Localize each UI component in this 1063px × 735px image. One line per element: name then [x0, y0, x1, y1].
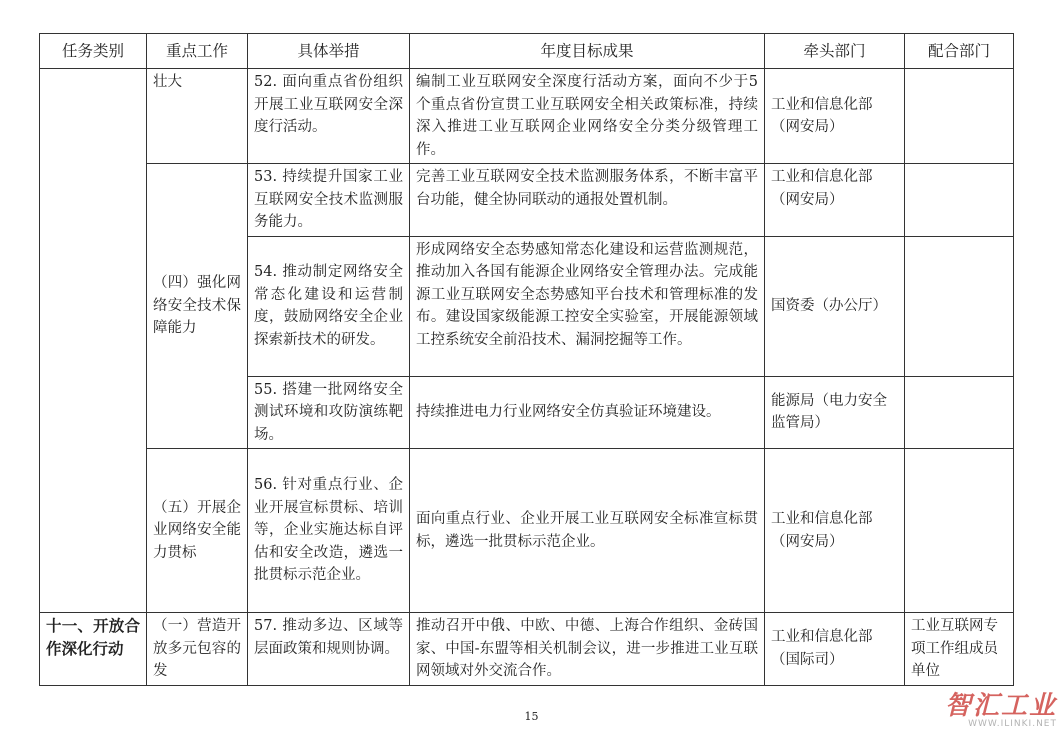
assist-dept-cell: [905, 236, 1014, 376]
watermark-brand: 智汇工业: [944, 691, 1057, 721]
assist-dept-cell: [905, 164, 1014, 237]
table-header-row: [40, 34, 1014, 69]
header-assist-dept: 配合部门: [905, 34, 1014, 69]
table-row: [40, 69, 1014, 164]
measure-cell: 54. 推动制定网络安全常态化建设和运营制度，鼓励网络安全企业探索新技术的研发。: [248, 236, 410, 376]
watermark: [945, 693, 1057, 729]
measure-cell: 57. 推动多边、区域等层面政策和规则协调。: [248, 613, 410, 686]
target-cell: 持续推进电力行业网络安全仿真验证环境建设。: [410, 376, 765, 449]
table-row: [40, 613, 1014, 686]
header-category: 任务类别: [40, 34, 147, 69]
page-number: 15: [524, 710, 539, 723]
table-row: [40, 164, 1014, 237]
header-measure: 具体举措: [248, 34, 410, 69]
header-key-work: 重点工作: [147, 34, 248, 69]
assist-dept-cell: [905, 69, 1014, 164]
header-lead-dept: 牵头部门: [765, 34, 905, 69]
task-table: [39, 33, 1014, 686]
key-work-cell: 壮大: [147, 69, 248, 164]
header-annual-target: 年度目标成果: [410, 34, 765, 69]
category-cell: 十一、开放合作深化行动: [40, 613, 147, 686]
target-cell: 形成网络安全态势感知常态化建设和运营监测规范，推动加入各国有能源企业网络安全管理办法。完成能源工业互联网安全态势感知平台技术和管理标准的发布。建设国家级能源工控安全实验室，开展能源领域工控系统安全前沿技术、漏洞挖掘等工作。: [410, 236, 765, 376]
measure-cell: 52. 面向重点省份组织开展工业互联网安全深度行活动。: [248, 69, 410, 164]
lead-dept-cell: 工业和信息化部（网安局）: [765, 449, 905, 613]
key-work-cell: （四）强化网络安全技术保障能力: [147, 164, 248, 449]
measure-cell: 55. 搭建一批网络安全测试环境和攻防演练靶场。: [248, 376, 410, 449]
target-cell: 完善工业互联网安全技术监测服务体系，不断丰富平台功能，健全协同联动的通报处置机制。: [410, 164, 765, 237]
lead-dept-cell: 工业和信息化部（网安局）: [765, 164, 905, 237]
lead-dept-cell: 工业和信息化部（国际司）: [765, 613, 905, 686]
assist-dept-cell: [905, 376, 1014, 449]
watermark-url: WWW.ILINKI.NET: [968, 719, 1057, 729]
measure-cell: 53. 持续提升国家工业互联网安全技术监测服务能力。: [248, 164, 410, 237]
target-cell: 面向重点行业、企业开展工业互联网安全标准宣标贯标，遴选一批贯标示范企业。: [410, 449, 765, 613]
key-work-cell: （一）营造开放多元包容的发: [147, 613, 248, 686]
lead-dept-cell: 能源局（电力安全监管局）: [765, 376, 905, 449]
lead-dept-cell: 工业和信息化部（网安局）: [765, 69, 905, 164]
key-work-cell: （五）开展企业网络安全能力贯标: [147, 449, 248, 613]
assist-dept-cell: [905, 449, 1014, 613]
target-cell: 推动召开中俄、中欧、中德、上海合作组织、金砖国家、中国-东盟等相关机制会议，进一步推进工业互联网领域对外交流合作。: [410, 613, 765, 686]
target-cell: 编制工业互联网安全深度行活动方案，面向不少于5个重点省份宣贯工业互联网安全相关政策标准，持续深入推进工业互联网企业网络安全分类分级管理工作。: [410, 69, 765, 164]
assist-dept-cell: 工业互联网专项工作组成员单位: [905, 613, 1014, 686]
measure-cell: 56. 针对重点行业、企业开展宣标贯标、培训等，企业实施达标自评估和安全改造，遴选一批贯标示范企业。: [248, 449, 410, 613]
lead-dept-cell: 国资委（办公厅）: [765, 236, 905, 376]
table-row: [40, 449, 1014, 613]
category-cell: [40, 69, 147, 613]
